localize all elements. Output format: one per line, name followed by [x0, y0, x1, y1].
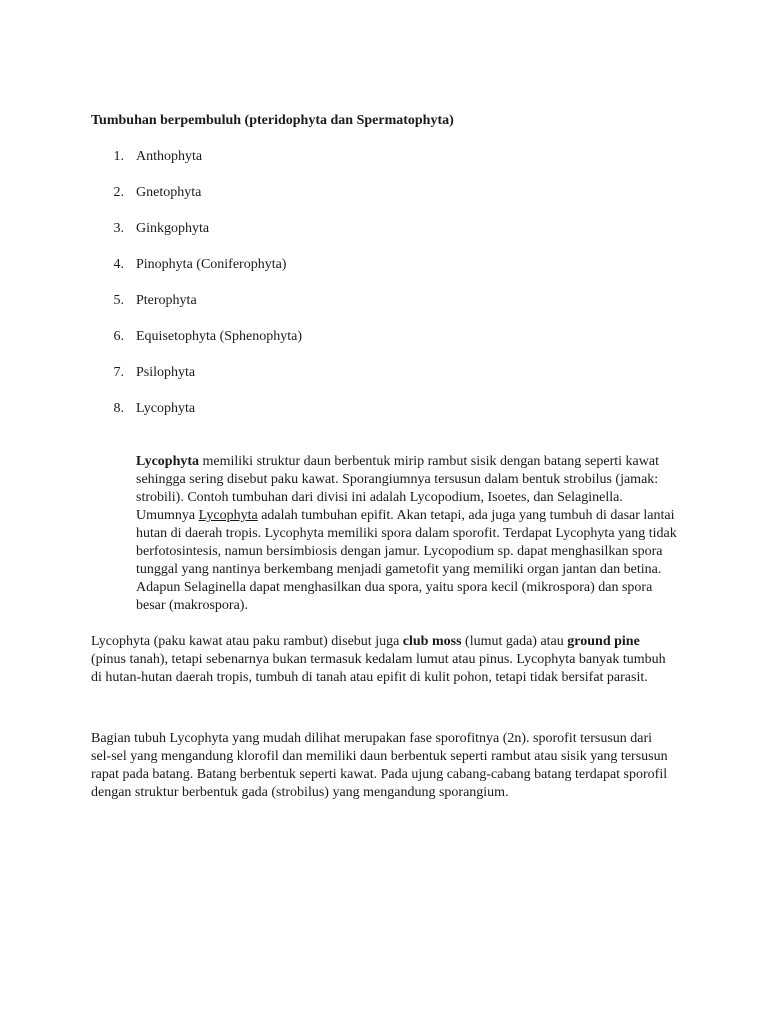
- list-label: Psilophyta: [136, 365, 196, 380]
- list-label: Pinophyta (Coniferophyta): [136, 257, 287, 272]
- list-number: 2.: [113, 185, 124, 200]
- list-number: 4.: [113, 257, 124, 272]
- list-number: 8.: [113, 401, 124, 416]
- list-label: Anthophyta: [136, 149, 203, 164]
- list-label: Lycophyta: [136, 401, 196, 416]
- underlined-term-lycophyta: Lycophyta: [198, 508, 258, 523]
- bold-term-club-moss: club moss: [402, 634, 462, 649]
- list-number: 5.: [113, 293, 124, 308]
- paragraph-text: adalah tumbuhan epifit. Akan tetapi, ada juga yang tumbuh di dasar lantai hutan di daerah tropis. Lycophyta memiliki spora dalam sporofit. Terdapat Lycophyta yang tidak berfotosintesis, namun bersimbiosis dengan jamur. Lycopodium sp. dapat menghasilkan spora tunggal yang nantinya berkembang menjadi gametofit yang memiliki organ jantan dan betina. Adapun Selaginella dapat menghasilkan dua spora, yaitu spora kecil (mikrospora) dan spora besar (makrospora).: [136, 508, 677, 613]
- bold-term-ground-pine: ground pine: [567, 634, 640, 649]
- list-number: 1.: [113, 149, 124, 164]
- lycophyta-description-paragraph: [136, 453, 682, 615]
- list-number: 6.: [113, 329, 124, 344]
- list-label: Equisetophyta (Sphenophyta): [136, 329, 303, 344]
- lycophyta-habitat-paragraph: [91, 633, 671, 687]
- list-label: Pterophyta: [136, 293, 197, 308]
- lycophyta-body-paragraph: Bagian tubuh Lycophyta yang mudah dilihat merupakan fase sporofitnya (2n). sporofit tersusun dari sel-sel yang mengandung klorofil dan memiliki daun berbentuk seperti rambut atau sisik yang tersusun rapat pada batang. Batang berbentuk seperti kawat. Pada ujung cabang-cabang batang terdapat sporofil dengan struktur berbentuk gada (strobilus) yang mengandung sporangium.: [91, 731, 668, 800]
- list-number: 3.: [113, 221, 124, 236]
- paragraph-text: memiliki struktur daun berbentuk mirip rambut sisik dengan batang seperti kawat sehingga sering disebut paku kawat. Sporangiumnya tersusun dalam bentuk strobilus (jamak: strobili). Contoh tumbuhan dari divisi ini adalah Lycopodium, Isoetes, dan Selaginella. Umumnya: [136, 454, 659, 523]
- paragraph-text: Lycophyta (paku kawat atau paku rambut) disebut juga: [91, 634, 403, 649]
- paragraph-text: (lumut gada) atau: [461, 634, 568, 649]
- list-number: 7.: [113, 365, 124, 380]
- document-title: Tumbuhan berpembuluh (pteridophyta dan Spermatophyta): [91, 113, 454, 128]
- bold-term-lycophyta: Lycophyta: [136, 454, 200, 469]
- list-label: Ginkgophyta: [136, 221, 210, 236]
- paragraph-text: (pinus tanah), tetapi sebenarnya bukan termasuk kedalam lumut atau pinus. Lycophyta banyak tumbuh di hutan-hutan daerah tropis, tumbuh di tanah atau epifit di kulit pohon, tetapi tidak bersifat parasit.: [91, 652, 666, 685]
- list-label: Gnetophyta: [136, 185, 202, 200]
